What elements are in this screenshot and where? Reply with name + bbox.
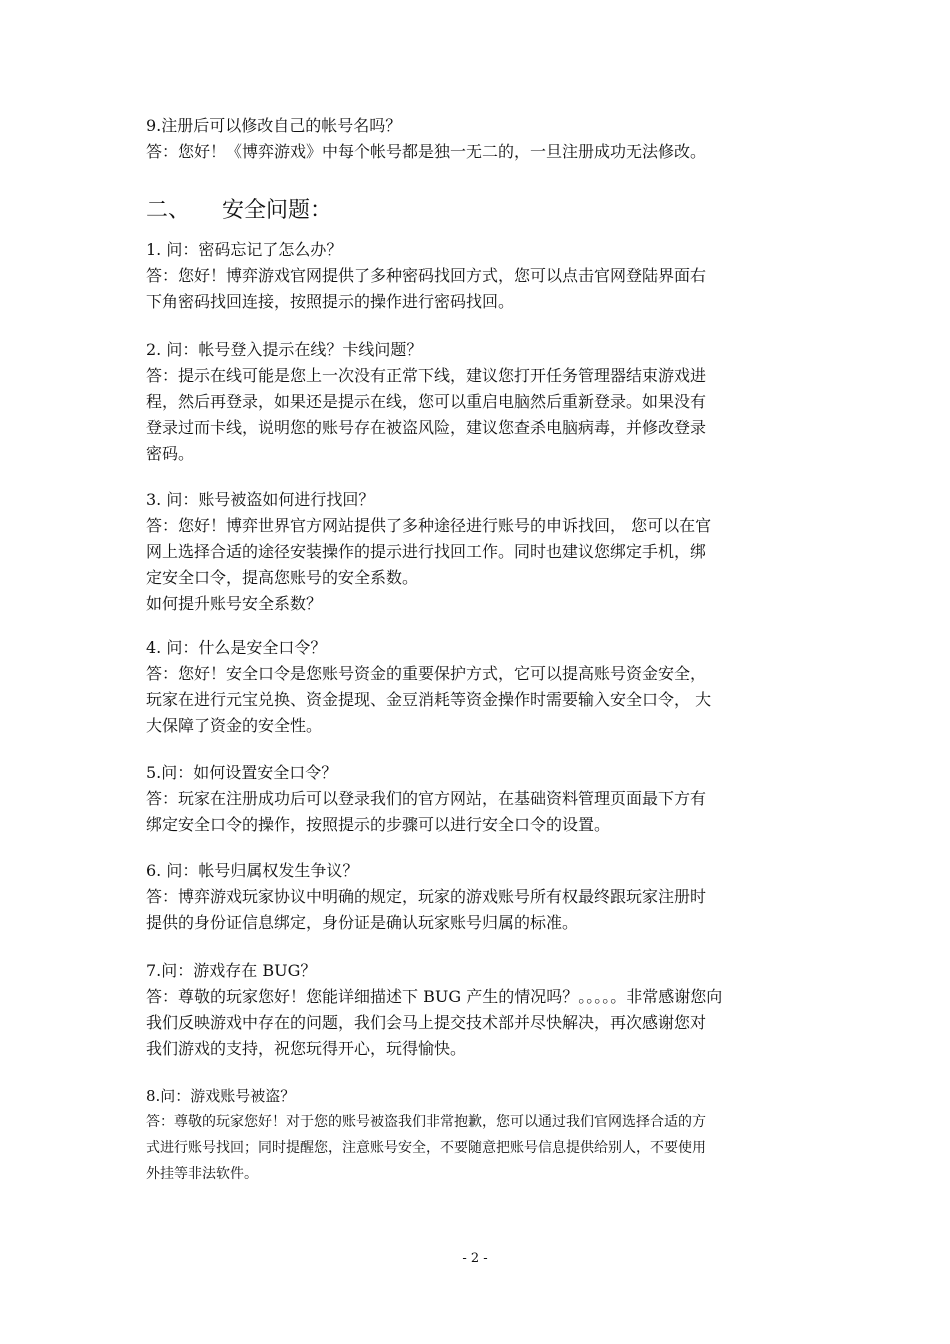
answer-line: 答：您好！博弈世界官方网站提供了多种途径进行账号的申诉找回， 您可以在官 <box>146 516 712 535</box>
answer-line: 外挂等非法软件。 <box>146 1166 258 1182</box>
answer-line: 网上选择合适的途径安装操作的提示进行找回工作。同时也建议您绑定手机，绑 <box>146 542 707 561</box>
answer-line: 我们反映游戏中存在的问题，我们会马上提交技术部并尽快解决，再次感谢您对 <box>146 1013 707 1032</box>
page-number: - 2 - <box>462 1251 488 1266</box>
section-heading <box>146 196 332 226</box>
answer-line: 答：博弈游戏玩家协议中明确的规定，玩家的游戏账号所有权最终跟玩家注册时 <box>146 887 707 906</box>
answer-line: 答：提示在线可能是您上一次没有正常下线，建议您打开任务管理器结束游戏进 <box>146 366 707 385</box>
answer-line: 程，然后再登录，如果还是提示在线，您可以重启电脑然后重新登录。如果没有 <box>146 392 707 411</box>
answer-line: 下角密码找回连接，按照提示的操作进行密码找回。 <box>146 292 515 311</box>
answer-line: 密码。 <box>146 444 195 463</box>
answer-line: 答：尊敬的玩家您好！对于您的账号被盗我们非常抱歉，您可以通过我们官网选择合适的方 <box>146 1114 706 1130</box>
answer-line: 如何提升账号安全系数？ <box>146 594 323 613</box>
answer-line: 答：玩家在注册成功后可以登录我们的官方网站，在基础资料管理页面最下方有 <box>146 789 707 808</box>
answer-line: 答：您好！安全口令是您账号资金的重要保护方式，它可以提高账号资金安全， <box>146 664 707 683</box>
question: 8.问：游戏账号被盗？ <box>146 1087 296 1105</box>
faq-item-3 <box>146 487 814 617</box>
answer-line: 绑定安全口令的操作，按照提示的步骤可以进行安全口令的设置。 <box>146 815 611 834</box>
answer-line: 定安全口令，提高您账号的安全系数。 <box>146 568 419 587</box>
answer-line: 玩家在进行元宝兑换、资金提现、金豆消耗等资金操作时需要输入安全口令， 大 <box>146 690 712 709</box>
question: 5.问：如何设置安全口令？ <box>146 763 338 782</box>
faq-item-4 <box>146 635 814 739</box>
answer-line: 我们游戏的支持，祝您玩得开心，玩得愉快。 <box>146 1039 467 1058</box>
answer-line: 大保障了资金的安全性。 <box>146 716 323 735</box>
question: 4. 问：什么是安全口令？ <box>146 638 327 657</box>
faq-item-1 <box>146 237 814 315</box>
answer-line: 答：尊敬的玩家您好！您能详细描述下 BUG 产生的情况吗？。。。。。非常感谢您向 <box>146 987 723 1006</box>
question: 6. 问：帐号归属权发生争议？ <box>146 861 359 880</box>
question: 3. 问：账号被盗如何进行找回？ <box>146 490 375 509</box>
section-number: 二、 <box>146 198 191 223</box>
answer-line: 提供的身份证信息绑定，身份证是确认玩家账号归属的标准。 <box>146 913 579 932</box>
faq-item-6 <box>146 858 814 936</box>
question: 9.注册后可以修改自己的帐号名吗？ <box>146 116 402 135</box>
faq-item-5 <box>146 760 814 838</box>
question: 7.问：游戏存在 BUG？ <box>146 961 317 980</box>
answer-line: 式进行账号找回；同时提醒您，注意账号安全，不要随意把账号信息提供给别人，不要使用 <box>146 1140 706 1156</box>
faq-item-2 <box>146 337 814 467</box>
answer-line: 登录过而卡线，说明您的账号存在被盗风险，建议您查杀电脑病毒，并修改登录 <box>146 418 707 437</box>
faq-item-8 <box>146 1083 814 1187</box>
faq-item-9 <box>146 113 814 165</box>
answer-line: 答：您好！博弈游戏官网提供了多种密码找回方式，您可以点击官网登陆界面右 <box>146 266 707 285</box>
question: 1. 问：密码忘记了怎么办？ <box>146 240 343 259</box>
faq-item-7 <box>146 958 814 1062</box>
question: 2. 问：帐号登入提示在线？卡线问题？ <box>146 340 423 359</box>
answer-line: 答：您好！《博弈游戏》中每个帐号都是独一无二的，一旦注册成功无法修改。 <box>146 142 707 161</box>
section-title: 安全问题： <box>222 198 333 223</box>
